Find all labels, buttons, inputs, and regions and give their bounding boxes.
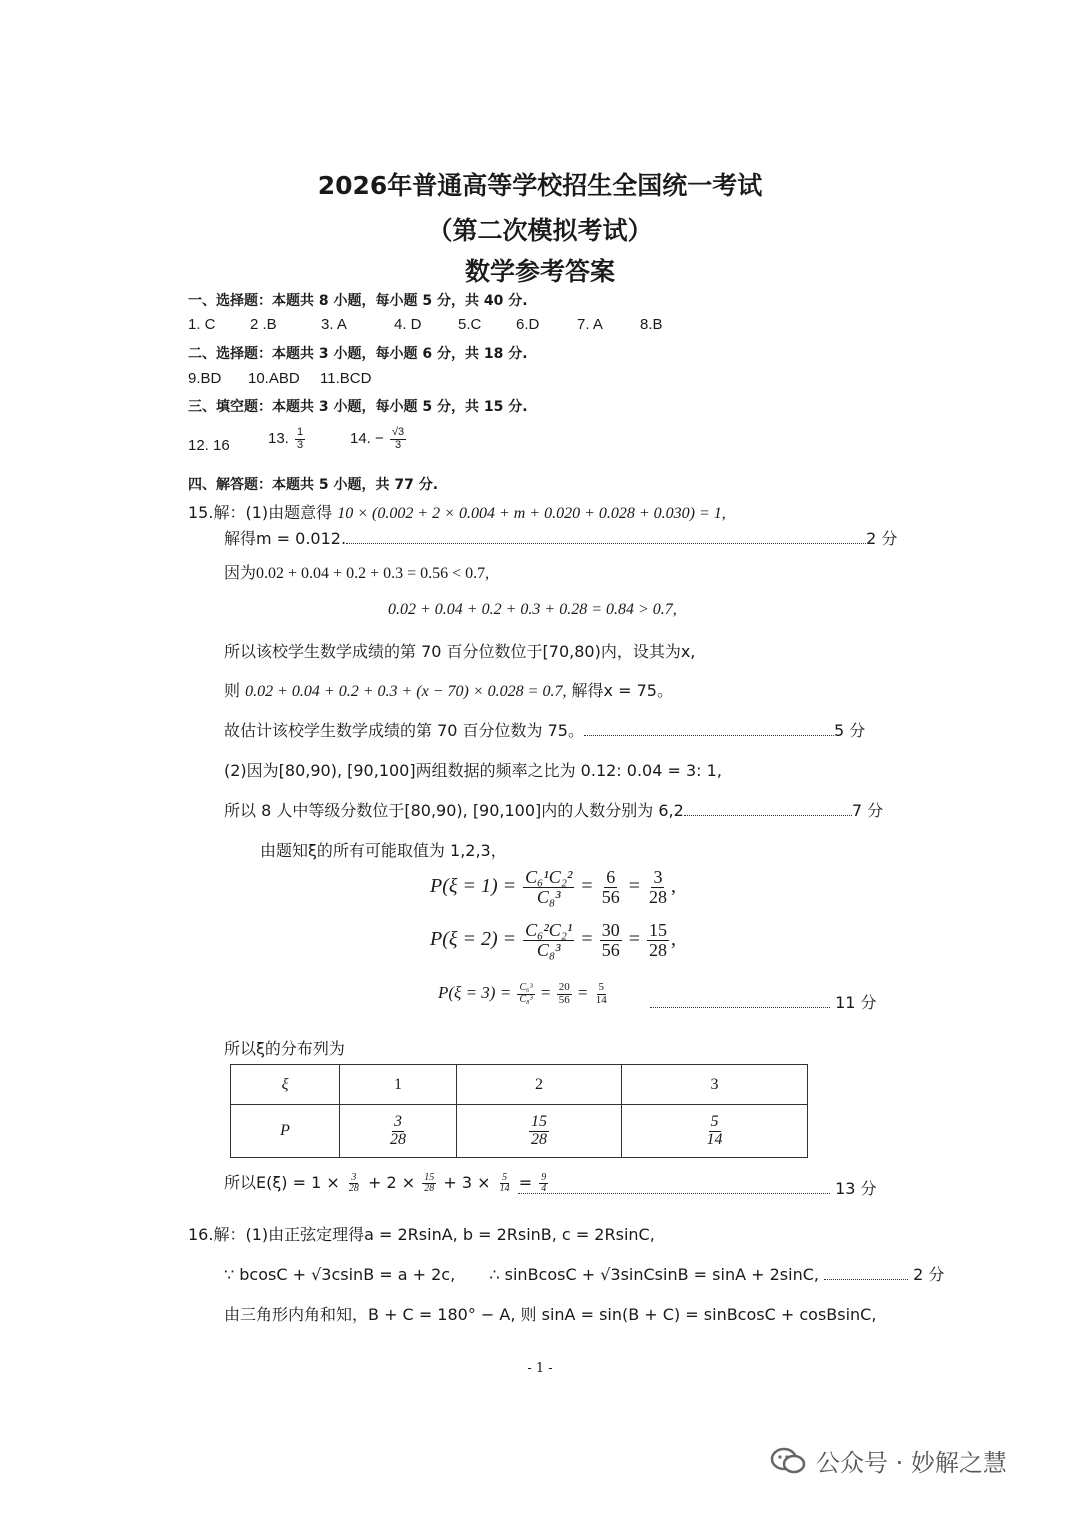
fraction: $\frac{√3}{3}$ [391, 426, 405, 451]
table-cell: 2 [457, 1065, 622, 1105]
multi-answer: 9.BD [188, 370, 222, 387]
multi-answer: 10.ABD [248, 370, 300, 387]
table-cell: P [231, 1105, 340, 1158]
multi-answer: 11.BCD [320, 370, 372, 387]
fill-answer-13: 13. $\frac{1}{3}$ [268, 426, 304, 451]
q15-line-8: (2)因为[80,90), [90,100]两组数据的频率之比为 0.12: 0.04 = 3: 1, [224, 761, 722, 780]
q15-line-11: 所以ξ的分布列为 [224, 1039, 345, 1058]
mc-answer: 3. A [321, 316, 347, 333]
q15-line-6: 则 0.02 + 0.04 + 0.2 + 0.3 + (x − 70) × 0.028 = 0.7, 解得x = 75。 [224, 681, 673, 700]
q15-score-13: 13 分 [518, 1176, 877, 1199]
mc-answer: 5.C [458, 316, 482, 333]
mc-answer: 8.B [640, 316, 663, 333]
q15-line-1: 15.解：(1)由题意得 10 × (0.002 + 2 × 0.004 + m + 0.020 + 0.028 + 0.030) = 1, [188, 503, 726, 522]
section-heading-mc: 一、选择题：本题共 8 小题，每小题 5 分，共 40 分. [188, 293, 528, 309]
table-cell: 3 [622, 1065, 808, 1105]
section-heading-fill: 三、填空题：本题共 3 小题，每小题 5 分，共 15 分. [188, 399, 528, 415]
section-heading-multi: 二、选择题：本题共 3 小题，每小题 6 分，共 18 分. [188, 346, 528, 362]
q15-line-4: 0.02 + 0.04 + 0.2 + 0.3 + 0.28 = 0.84 > 0.7, [388, 601, 677, 618]
q16-line-2: ∵ bcosC + √3csinB = a + 2c, ∴ sinBcosC + √3sinCsinB = sinA + 2sinC, 2 分 [224, 1265, 945, 1284]
table-cell: $\frac{3}{28}$ [340, 1105, 457, 1158]
prob-formula-2: P(ξ = 2) = $\frac{\text{C₆²C₂¹}}{\text{C₈³}}$ = $\frac{30}{56}$ = $\frac{15}{28}$ , [430, 920, 676, 960]
q15-line-2: 解得m = 0.012. 2 分 [224, 529, 898, 548]
table-cell: 1 [340, 1065, 457, 1105]
fraction: $\frac{1}{3}$ [297, 426, 304, 451]
q15-line-5: 所以该校学生数学成绩的第 70 百分位数位于[70,80)内，设其为x, [224, 642, 696, 661]
table-row [231, 1105, 808, 1158]
wechat-icon [770, 1447, 806, 1475]
expectation-formula: 所以E(ξ) = 1 × $\frac{3}{28}$ + 2 × $\frac{15}{28}$ + 3 × $\frac{5}{14}$ = $\frac{9}{4}$ [224, 1171, 547, 1194]
score-label: 5 分 [833, 721, 866, 740]
fill-answer-12: 12. 16 [188, 437, 230, 454]
q16-line-1: 16.解：(1)由正弦定理得a = 2RsinA, b = 2RsinB, c = 2RsinC, [188, 1225, 655, 1244]
fill-answer-14: 14. − $\frac{√3}{3}$ [350, 426, 405, 451]
mc-answer: 7. A [577, 316, 603, 333]
table-cell: $\frac{5}{14}$ [622, 1105, 808, 1158]
mc-answer: 4. D [394, 316, 422, 333]
table-row [231, 1065, 808, 1105]
document-heading: 数学参考答案 [464, 257, 615, 286]
q15-score-11: 11 分 [650, 990, 877, 1013]
page-subtitle: （第二次模拟考试） [427, 216, 653, 245]
distribution-table [230, 1064, 808, 1158]
score-label: 7 分 [851, 801, 884, 820]
q15-line-9: 所以 8 人中等级分数位于[80,90), [90,100]内的人数分别为 6,2 7 分 [224, 801, 884, 820]
mc-answer: 2 .B [250, 316, 277, 333]
page-title: 2026年普通高等学校招生全国统一考试 [317, 171, 763, 200]
q16-line-3: 由三角形内角和知，B + C = 180° − A, 则 sinA = sin(B + C) = sinBcosC + cosBsinC, [224, 1305, 877, 1324]
section-heading-solve: 四、解答题：本题共 5 小题，共 77 分. [188, 477, 439, 493]
prob-formula-1: P(ξ = 1) = $\frac{\text{C₆¹C₂²}}{\text{C₈³}}$ = $\frac{6}{56}$ = $\frac{3}{28}$ , [430, 867, 676, 907]
mc-answer: 1. C [188, 316, 216, 333]
table-cell: $\frac{15}{28}$ [457, 1105, 622, 1158]
score-label: 2 分 [866, 529, 898, 548]
watermark: 公众号 · 妙解之慧 [770, 1443, 1007, 1478]
q15-line-10: 由题知ξ的所有可能取值为 1,2,3， [260, 841, 507, 860]
prob-formula-3: P(ξ = 3) = $\frac{\text{C₆³}}{\text{C₈³}}$ = $\frac{20}{56}$ = $\frac{5}{14}$ [438, 981, 607, 1006]
page-number: - 1 - [527, 1361, 553, 1376]
q15-line-7: 故估计该校学生数学成绩的第 70 百分位数为 75。 5 分 [224, 721, 866, 740]
table-cell: ξ [231, 1065, 340, 1105]
q15-line-3: 因为0.02 + 0.04 + 0.2 + 0.3 = 0.56 < 0.7, [224, 563, 490, 582]
mc-answer: 6.D [516, 316, 540, 333]
